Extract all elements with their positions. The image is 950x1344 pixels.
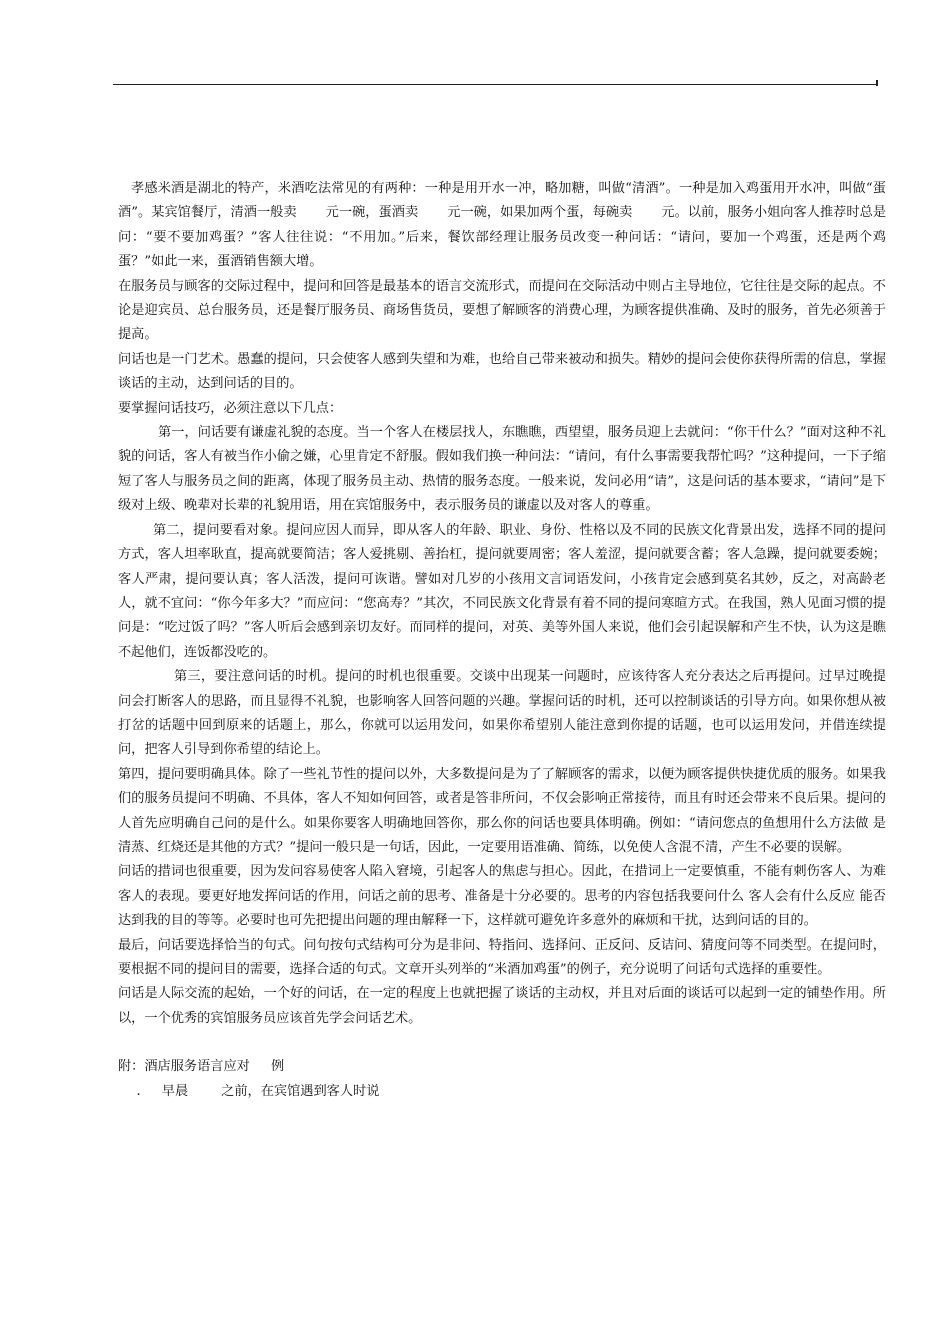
paragraph-last: 最后，问话要选择恰当的句式。问句按句式结构可分为是非问、特指问、选择问、正反问、反诘问、猜度问等不同类型。在提问时，要根据不同的提问目的需要，选择合适的句式。文章开头列举的“米酒加鸡蛋”的例子，充分说明了问话句式选择的重要性。 (118, 937, 886, 977)
paragraph-third: 第三，要注意问话的时机。提问的时机也很重要。交谈中出现某一问题时，应该待客人充分表达之后再提问。过早过晚提问会打断客人的思路，而且显得不礼貌，也影响客人回答问题的兴趣。掌握问话的时机，还可以控制谈话的引导方向。如果你想从被打岔的话题中回到原来的话题上，那么，你就可以运用发问，如果你希望别人能注意到你提的话题，也可以运用发问，并借连续提问，把客人引导到你希望的结论上。 (118, 669, 886, 758)
header-rule (113, 84, 878, 85)
intro-paragraph: 孝感米酒是湖北的特产，米酒吃法常见的有两种：一种是用开水一冲，略加糖，叫做“清酒”。一种是加入鸡蛋用开水冲，叫做“蛋酒”。某宾馆餐厅，清酒一般卖 元一碗，蛋酒卖 元一碗，如果加两个蛋，每碗卖 元。以前，服务小姐向客人推荐时总是问：“要不要加鸡蛋？”客人往往说：“不用加。”后来，餐饮部经理让服务员改变一种问话：“请问，要加一个鸡蛋，还是两个鸡蛋？”如此一来，蛋酒销售额大增。 (118, 181, 887, 270)
paragraph-fourth: 第四，提问要明确具体。除了一些礼节性的提问以外，大多数提问是为了了解顾客的需求，以便为顾客提供快捷优质的服务。如果我们的服务员提问不明确、不具体，客人不知如何回答，或者是答非所问，不仅会影响正常接待，而且有时还会带来不良后果。提问的人首先应明确自己问的是什么。如果你要客人明确地回答你，那么你的问话也要具体明确。例如：“请问您点的鱼想用什么方法做 是清蒸、红烧还是其他的方式？”提问一般只是一句话，因此，一定要用语准确、简练，以免使人含混不清，产生不必要的误解。 (118, 766, 886, 855)
paragraph-first: 第一，问话要有谦虚礼貌的态度。当一个客人在楼层找人，东瞧瞧，西望望，服务员迎上去就问：“你干什么？”面对这种不礼貌的问话，客人有被当作小偷之嫌，心里肯定不舒服。假如我们换一种问法：“请问，有什么事需要我帮忙吗？”这种提问，一下子缩短了客人与服务员之间的距离，体现了服务员主动、热情的服务态度。一般来说，发问必用“请”，这是问话的基本要求，“请问”是下级对上级、晚辈对长辈的礼貌用语，用在宾馆服务中，表示服务员的谦虚以及对客人的尊重。 (118, 425, 886, 514)
appendix-item-1: . 早晨 之前，在宾馆遇到客人时说 (136, 1083, 380, 1099)
paragraph-art: 问话也是一门艺术。愚蠢的提问，只会使客人感到失望和为难，也给自己带来被动和损失。精妙的提问会使你获得所需的信息，掌握谈话的主动，达到问话的目的。 (118, 351, 886, 392)
paragraph-second: 第二，提问要看对象。提问应因人而异，即从客人的年龄、职业、身份、性格以及不同的民族文化背景出发，选择不同的提问方式，客人坦率耿直，提高就要简洁；客人爱挑剔、善抬杠，提问就要周密；客人羞涩，提问就要含蓄；客人急躁，提问就要委婉；客人严肃，提问要认真；客人活泼，提问可诙谐。譬如对几岁的小孩用文言词语发问，小孩肯定会感到莫名其妙，反之，对高龄老人，就不宜问：“你今年多大？”而应问：“您高寿？”其次，不同民族文化背景有着不同的提问寒暄方式。在我国，熟人见面习惯的提问是：“吃过饭了吗？”客人听后会感到亲切友好。而同样的提问，对英、美等外国人来说，他们会引起误解和产生不快，认为这是瞧不起他们，连饭都没吃的。 (118, 522, 886, 660)
document-body (118, 177, 886, 1104)
spacer (118, 1031, 886, 1055)
paragraph-points: 要掌握问话技巧，必须注意以下几点： (118, 400, 343, 416)
appendix-heading: 附：酒店服务语言应对 例 (118, 1059, 285, 1075)
header-rule-end-mark (876, 80, 878, 86)
paragraph-wording: 问话的措词也很重要，因为发问容易使客人陷入窘境，引起客人的焦虑与担心。因此，在措词上一定要慎重，不能有刺伤客人、为难客人的表现。要更好地发挥问话的作用，问话之前的思考、准备是十分必要的。思考的内容包括我要问什么 客人会有什么反应 能否达到我的目的等等。必要时也可先把提出问题的理由解释一下，这样就可避免许多意外的麻烦和干扰，达到问话的目的。 (118, 864, 886, 929)
paragraph-role: 在服务员与顾客的交际过程中，提问和回答是最基本的语言交流形式，而提问在交际活动中则占主导地位，它往往是交际的起点。不论是迎宾员、总台服务员，还是餐厅服务员、商场售货员，要想了解顾客的消费心理，为顾客提供准确、及时的服务，首先必须善于提高。 (118, 278, 886, 343)
paragraph-conclusion: 问话是人际交流的起始，一个好的问话，在一定的程度上也就把握了谈话的主动权，并且对后面的谈话可以起到一定的铺垫作用。所以，一个优秀的宾馆服务员应该首先学会问话艺术。 (118, 986, 886, 1026)
